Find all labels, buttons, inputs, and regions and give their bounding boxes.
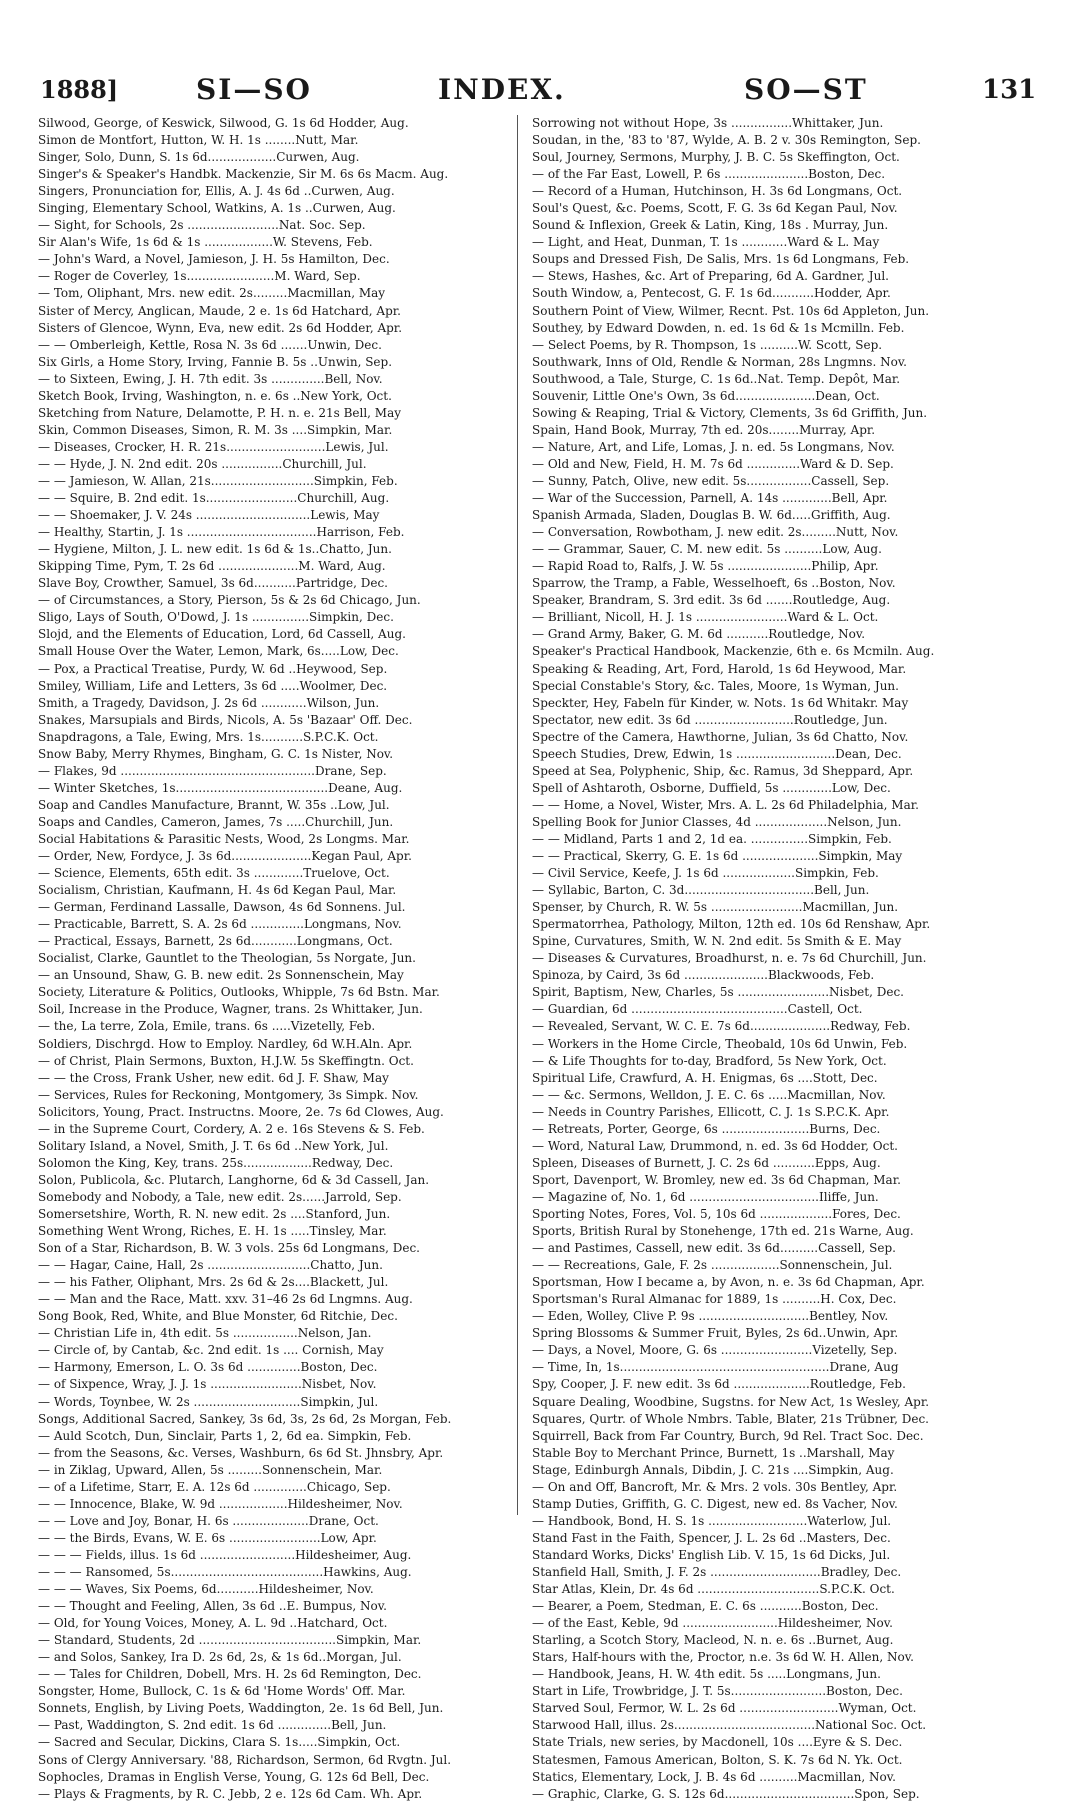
index-entry: — Services, Rules for Reckoning, Montgomery, 3s Simpk. Nov. (38, 1087, 419, 1102)
index-entry: Speech Studies, Drew, Edwin, 1s ..........................Dean, Dec. (532, 746, 902, 761)
index-entry: Solicitors, Young, Pract. Instructns. Moore, 2e. 7s 6d Clowes, Aug. (38, 1104, 444, 1119)
index-entry: Standard Works, Dicks' English Lib. V. 15, 1s 6d Dicks, Jul. (532, 1547, 891, 1562)
index-entry: — Sacred and Secular, Dickins, Clara S. 1s.....Simpkin, Oct. (38, 1735, 401, 1750)
header-year: 1888] (40, 75, 119, 104)
index-entry: — — Practical, Skerry, G. E. 1s 6d ....................Simpkin, May (532, 849, 903, 864)
index-entry: Singers, Pronunciation for, Ellis, A. J. 4s 6d ..Curwen, Aug. (38, 184, 395, 199)
index-entry: — On and Off, Bancroft, Mr. & Mrs. 2 vols. 30s Bentley, Apr. (532, 1479, 898, 1494)
index-entry: — Words, Toynbee, W. 2s ............................Simpkin, Jul. (38, 1394, 379, 1409)
index-entry: Snow Baby, Merry Rhymes, Bingham, G. C. 1s Nister, Nov. (38, 746, 394, 761)
index-entry: Start in Life, Trowbridge, J. T. 5s.........................Boston, Dec. (532, 1684, 903, 1699)
index-entry: Spleen, Diseases of Burnett, J. C. 2s 6d ...........Epps, Aug. (532, 1155, 881, 1170)
index-entry: Spine, Curvatures, Smith, W. N. 2nd edit. 5s Smith & E. May (532, 934, 902, 949)
right-index-column (532, 115, 1016, 1803)
page-header (0, 72, 1074, 108)
index-entry: — to Sixteen, Ewing, J. H. 7th edit. 3s ..............Bell, Nov. (38, 371, 383, 386)
index-entry: — in the Supreme Court, Cordery, A. 2 e. 16s Stevens & S. Feb. (38, 1121, 425, 1136)
index-entry: Soil, Increase in the Produce, Wagner, trans. 2s Whittaker, Jun. (38, 1002, 423, 1017)
index-entry: — — Innocence, Blake, W. 9d ..................Hildesheimer, Nov. (38, 1496, 403, 1511)
index-entry: — Conversation, Rowbotham, J. new edit. 2s.........Nutt, Nov. (532, 525, 899, 540)
index-entry: — — Recreations, Gale, F. 2s ..................Sonnenschein, Jul. (532, 1258, 893, 1273)
index-entry: Squares, Qurtr. of Whole Nmbrs. Table, Blater, 21s Trübner, Dec. (532, 1411, 929, 1426)
index-entry: — in Ziklag, Upward, Allen, 5s .........Sonnenschein, Mar. (38, 1462, 383, 1477)
index-entry: — Healthy, Startin, J. 1s ..................................Harrison, Feb. (38, 525, 405, 540)
index-entry: Spectre of the Camera, Hawthorne, Julian, 3s 6d Chatto, Nov. (532, 729, 909, 744)
index-entry: — — Squire, B. 2nd edit. 1s........................Churchill, Aug. (38, 491, 390, 506)
index-entry: — Record of a Human, Hutchinson, H. 3s 6d Longmans, Oct. (532, 184, 903, 199)
index-entry: — German, Ferdinand Lassalle, Dawson, 4s 6d Sonnens. Jul. (38, 900, 406, 915)
index-entry: — War of the Succession, Parnell, A. 14s .............Bell, Apr. (532, 491, 888, 506)
index-entry: — Retreats, Porter, George, 6s .......................Burns, Dec. (532, 1121, 881, 1136)
index-entry: South Window, a, Pentecost, G. F. 1s 6d...........Hodder, Apr. (532, 286, 891, 301)
index-entry: Square Dealing, Woodbine, Sugstns. for New Act, 1s Wesley, Apr. (532, 1394, 930, 1409)
index-entry: — and Solos, Sankey, Ira D. 2s 6d, 2s, & 1s 6d..Morgan, Jul. (38, 1650, 402, 1665)
index-entry: — Standard, Students, 2d ....................................Simpkin, Mar. (38, 1633, 422, 1648)
index-entry: — — Home, a Novel, Wister, Mrs. A. L. 2s 6d Philadelphia, Mar. (532, 797, 919, 812)
index-entry: — Revealed, Servant, W. C. E. 7s 6d.....................Redway, Feb. (532, 1019, 911, 1034)
index-entry: Sportsman's Rural Almanac for 1889, 1s ..........H. Cox, Dec. (532, 1292, 897, 1307)
index-entry: Snapdragons, a Tale, Ewing, Mrs. 1s...........S.P.C.K. Oct. (38, 729, 379, 744)
index-entry: — Brilliant, Nicoll, H. J. 1s ........................Ward & L. Oct. (532, 610, 879, 625)
index-entry: — Old, for Young Voices, Money, A. L. 9d ..Hatchard, Oct. (38, 1616, 388, 1631)
index-entry: — of Sixpence, Wray, J. J. 1s ........................Nisbet, Nov. (38, 1377, 377, 1392)
index-entry: Spanish Armada, Sladen, Douglas B. W. 6d.....Griffith, Aug. (532, 508, 891, 523)
index-entry: — Harmony, Emerson, L. O. 3s 6d ..............Boston, Dec. (38, 1360, 378, 1375)
index-entry: Slave Boy, Crowther, Samuel, 3s 6d...........Partridge, Dec. (38, 576, 388, 591)
index-entry: — Sight, for Schools, 2s ........................Nat. Soc. Sep. (38, 218, 366, 233)
index-entry: Spiritual Life, Crawfurd, A. H. Enigmas, 6s ....Stott, Dec. (532, 1070, 878, 1085)
index-entry: Special Constable's Story, &c. Tales, Moore, 1s Wyman, Jun. (532, 678, 899, 693)
index-entry: — Stews, Hashes, &c. Art of Preparing, 6d A. Gardner, Jul. (532, 269, 889, 284)
index-entry: Souvenir, Little One's Own, 3s 6d.....................Dean, Oct. (532, 388, 880, 403)
index-entry: Soul, Journey, Sermons, Murphy, J. B. C. 5s Skeffington, Oct. (532, 150, 900, 165)
index-entry: Simon de Montfort, Hutton, W. H. 1s ........Nutt, Mar. (38, 133, 359, 148)
index-entry: — Flakes, 9d ...................................................Drane, Sep. (38, 763, 387, 778)
index-entry: — John's Ward, a Novel, Jamieson, J. H. 5s Hamilton, Dec. (38, 252, 390, 267)
index-entry: — — Omberleigh, Kettle, Rosa N. 3s 6d .......Unwin, Dec. (38, 337, 382, 352)
index-entry: Spinoza, by Caird, 3s 6d ......................Blackwoods, Feb. (532, 968, 875, 983)
index-entry: — — Grammar, Sauer, C. M. new edit. 5s ..........Low, Aug. (532, 542, 882, 557)
index-entry: Stage, Edinburgh Annals, Dibdin, J. C. 21s ....Simpkin, Aug. (532, 1462, 894, 1477)
index-entry: Somebody and Nobody, a Tale, new edit. 2s......Jarrold, Sep. (38, 1189, 402, 1204)
index-entry: — — Love and Joy, Bonar, H. 6s ....................Drane, Oct. (38, 1513, 379, 1528)
index-entry: — Christian Life in, 4th edit. 5s .................Nelson, Jan. (38, 1326, 372, 1341)
index-entry: Singer's & Speaker's Handbk. Mackenzie, Sir M. 6s 6s Macm. Aug. (38, 167, 449, 182)
index-entry: — Needs in Country Parishes, Ellicott, C. J. 1s S.P.C.K. Apr. (532, 1104, 890, 1119)
index-entry: Six Girls, a Home Story, Irving, Fannie B. 5s ..Unwin, Sep. (38, 354, 393, 369)
index-entry: Sophocles, Dramas in English Verse, Young, G. 12s 6d Bell, Dec. (38, 1769, 430, 1784)
index-entry: Soaps and Candles, Cameron, James, 7s .....Churchill, Jun. (38, 814, 394, 829)
index-entry: — Nature, Art, and Life, Lomas, J. n. ed. 5s Longmans, Nov. (532, 439, 895, 454)
index-entry: Sport, Davenport, W. Bromley, new ed. 3s 6d Chapman, Mar. (532, 1172, 901, 1187)
index-entry: Soap and Candles Manufacture, Brannt, W. 35s ..Low, Jul. (38, 797, 390, 812)
index-entry: Spring Blossoms & Summer Fruit, Byles, 2s 6d..Unwin, Apr. (532, 1326, 899, 1341)
index-entry: — — Tales for Children, Dobell, Mrs. H. 2s 6d Remington, Dec. (38, 1667, 422, 1682)
index-entry: Spermatorrhea, Pathology, Milton, 12th ed. 10s 6d Renshaw, Apr. (532, 917, 931, 932)
index-entry: Speaker's Practical Handbook, Mackenzie, 6th e. 6s Mcmiln. Aug. (532, 644, 935, 659)
index-entry: — — Thought and Feeling, Allen, 3s 6d ..E. Bumpus, Nov. (38, 1599, 387, 1614)
index-entry: — — Jamieson, W. Allan, 21s...........................Simpkin, Feb. (38, 473, 398, 488)
index-entry: Speckter, Hey, Fabeln für Kinder, w. Nots. 1s 6d Whitakr. May (532, 695, 909, 710)
index-entry: — Winter Sketches, 1s........................................Deane, Aug. (38, 780, 403, 795)
index-entry: — Rapid Road to, Ralfs, J. W. 5s ......................Philip, Apr. (532, 559, 879, 574)
index-entry: Star Atlas, Klein, Dr. 4s 6d ................................S.P.C.K. Oct. (532, 1582, 895, 1597)
index-entry: — Grand Army, Baker, G. M. 6d ...........Routledge, Nov. (532, 627, 866, 642)
index-entry: — Word, Natural Law, Drummond, n. ed. 3s 6d Hodder, Oct. (532, 1138, 898, 1153)
index-entry: — Workers in the Home Circle, Theobald, 10s 6d Unwin, Feb. (532, 1036, 908, 1051)
index-entry: — — — Ransomed, 5s........................................Hawkins, Aug. (38, 1564, 412, 1579)
index-entry: — — &c. Sermons, Welldon, J. E. C. 6s .....Macmillan, Nov. (532, 1087, 886, 1102)
index-entry: Solitary Island, a Novel, Smith, J. T. 6s 6d ..New York, Jul. (38, 1138, 389, 1153)
index-entry: — of a Lifetime, Starr, E. A. 12s 6d ..............Chicago, Sep. (38, 1479, 391, 1494)
index-entry: — Auld Scotch, Dun, Sinclair, Parts 1, 2, 6d ea. Simpkin, Feb. (38, 1428, 412, 1443)
index-entry: Smith, a Tragedy, Davidson, J. 2s 6d ............Wilson, Jun. (38, 695, 380, 710)
index-entry: Starved Soul, Fermor, W. L. 2s 6d ..........................Wyman, Oct. (532, 1701, 917, 1716)
header-right-range: SO—ST (744, 73, 868, 106)
index-entry: Singer, Solo, Dunn, S. 1s 6d..................Curwen, Aug. (38, 150, 360, 165)
index-entry: Sons of Clergy Anniversary. '88, Richardson, Sermon, 6d Rvgtn. Jul. (38, 1752, 452, 1767)
index-entry: — Order, New, Fordyce, J. 3s 6d.....................Kegan Paul, Apr. (38, 849, 412, 864)
index-entry: — Syllabic, Barton, C. 3d..................................Bell, Jun. (532, 883, 870, 898)
index-entry: Southwood, a Tale, Sturge, C. 1s 6d..Nat. Temp. Depôt, Mar. (532, 371, 901, 386)
index-entry: — Bearer, a Poem, Stedman, E. C. 6s ...........Boston, Dec. (532, 1599, 879, 1614)
header-title: INDEX. (438, 73, 566, 106)
index-entry: — — — Fields, illus. 1s 6d .........................Hildesheimer, Aug. (38, 1547, 412, 1562)
index-entry: — Practicable, Barrett, S. A. 2s 6d ..............Longmans, Nov. (38, 917, 402, 932)
index-entry: — — Man and the Race, Matt. xxv. 31–46 2s 6d Lngmns. Aug. (38, 1292, 413, 1307)
index-entry: Sparrow, the Tramp, a Fable, Wesselhoeft, 6s ..Boston, Nov. (532, 576, 896, 591)
index-entry: — the, La terre, Zola, Emile, trans. 6s .....Vizetelly, Feb. (38, 1019, 376, 1034)
index-entry: Soudan, in the, '83 to '87, Wylde, A. B. 2 v. 30s Remington, Sep. (532, 133, 921, 148)
index-entry: Social Habitations & Parasitic Nests, Wood, 2s Longms. Mar. (38, 831, 410, 846)
index-entry: Spy, Cooper, J. F. new edit. 3s 6d ....................Routledge, Feb. (532, 1377, 906, 1392)
index-entry: — of Christ, Plain Sermons, Buxton, H.J.W. 5s Skeffingtn. Oct. (38, 1053, 414, 1068)
index-entry: Squirrell, Back from Far Country, Burch, 9d Rel. Tract Soc. Dec. (532, 1428, 924, 1443)
index-entry: Skin, Common Diseases, Simon, R. M. 3s ....Simpkin, Mar. (38, 422, 393, 437)
index-entry: Sonnets, English, by Living Poets, Waddington, 2e. 1s 6d Bell, Jun. (38, 1701, 444, 1716)
index-entry: — Circle of, by Cantab, &c. 2nd edit. 1s .... Cornish, May (38, 1343, 384, 1358)
index-entry: — — Midland, Parts 1 and 2, 1d ea. ...............Simpkin, Feb. (532, 831, 892, 846)
index-entry: — Civil Service, Keefe, J. 1s 6d ...................Simpkin, Feb. (532, 866, 879, 881)
index-entry: Somersetshire, Worth, R. N. new edit. 2s ....Stanford, Jun. (38, 1207, 391, 1221)
index-entry: Sound & Inflexion, Greek & Latin, King, 18s . Murray, Jun. (532, 218, 889, 233)
index-entry: Song Book, Red, White, and Blue Monster, 6d Ritchie, Dec. (38, 1309, 398, 1324)
index-entry: Spain, Hand Book, Murray, 7th ed. 20s........Murray, Apr. (532, 422, 876, 437)
index-entry: — Eden, Wolley, Clive P. 9s .............................Bentley, Nov. (532, 1309, 889, 1324)
index-entry: Solomon the King, Key, trans. 25s..................Redway, Dec. (38, 1155, 394, 1170)
index-entry: — — Hagar, Caine, Hall, 2s ...........................Chatto, Jun. (38, 1258, 383, 1273)
index-entry: — — the Cross, Frank Usher, new edit. 6d J. F. Shaw, May (38, 1070, 389, 1085)
index-entry: — Light, and Heat, Dunman, T. 1s ............Ward & L. May (532, 235, 880, 250)
index-entry: Songster, Home, Bullock, C. 1s & 6d 'Home Words' Off. Mar. (38, 1684, 406, 1699)
index-entry: Sporting Notes, Fores, Vol. 5, 10s 6d ...................Fores, Dec. (532, 1207, 901, 1221)
index-entry: — Plays & Fragments, by R. C. Jebb, 2 e. 12s 6d Cam. Wh. Apr. (38, 1786, 423, 1801)
index-entry: Spell of Ashtaroth, Osborne, Duffield, 5s .............Low, Dec. (532, 780, 891, 795)
index-entry: Sportsman, How I became a, by Avon, n. e. 3s 6d Chapman, Apr. (532, 1275, 925, 1290)
header-left-range: SI—SO (196, 73, 312, 106)
index-entry: — — Shoemaker, J. V. 24s ..............................Lewis, May (38, 508, 380, 523)
index-entry: — Guardian, 6d .........................................Castell, Oct. (532, 1002, 863, 1017)
index-entry: — Diseases, Crocker, H. R. 21s..........................Lewis, Jul. (38, 439, 389, 454)
index-entry: — — the Birds, Evans, W. E. 6s ........................Low, Apr. (38, 1530, 377, 1545)
index-entry: Socialist, Clarke, Gauntlet to the Theologian, 5s Norgate, Jun. (38, 951, 416, 966)
index-entry: Starling, a Scotch Story, Macleod, N. n. e. 6s ..Burnet, Aug. (532, 1633, 894, 1648)
index-entry: Spelling Book for Junior Classes, 4d ...................Nelson, Jun. (532, 814, 902, 829)
index-entry: Sketch Book, Irving, Washington, n. e. 6s ..New York, Oct. (38, 388, 392, 403)
index-entry: — & Life Thoughts for to-day, Bradford, 5s New York, Oct. (532, 1053, 887, 1068)
index-entry: — Magazine of, No. 1, 6d ..................................Iliffe, Jun. (532, 1189, 879, 1204)
index-entry: — Practical, Essays, Barnett, 2s 6d............Longmans, Oct. (38, 934, 393, 949)
index-entry: Spenser, by Church, R. W. 5s ........................Macmillan, Jun. (532, 900, 899, 915)
index-entry: Sketching from Nature, Delamotte, P. H. n. e. 21s Bell, May (38, 405, 402, 420)
index-entry: — Sunny, Patch, Olive, new edit. 5s.................Cassell, Sep. (532, 473, 890, 488)
index-entry: Silwood, George, of Keswick, Silwood, G. 1s 6d Hodder, Aug. (38, 116, 409, 130)
left-index-column (38, 115, 508, 1803)
index-entry: Stamp Duties, Griffith, G. C. Digest, new ed. 8s Vacher, Nov. (532, 1496, 898, 1511)
index-entry: — Days, a Novel, Moore, G. 6s ........................Vizetelly, Sep. (532, 1343, 898, 1358)
index-entry: Sligo, Lays of South, O'Dowd, J. 1s ...............Simpkin, Dec. (38, 610, 394, 625)
index-entry: Speaker, Brandram, S. 3rd edit. 3s 6d .......Routledge, Aug. (532, 593, 891, 608)
index-entry: Stable Boy to Merchant Prince, Burnett, 1s ..Marshall, May (532, 1445, 895, 1460)
index-entry: Speed at Sea, Polyphenic, Ship, &c. Ramus, 3d Sheppard, Apr. (532, 763, 914, 778)
index-entry: Southey, by Edward Dowden, n. ed. 1s 6d & 1s Mcmilln. Feb. (532, 320, 905, 335)
index-entry: — from the Seasons, &c. Verses, Washburn, 6s 6d St. Jhnsbry, Apr. (38, 1445, 444, 1460)
index-entry: Speaking & Reading, Art, Ford, Harold, 1s 6d Heywood, Mar. (532, 661, 907, 676)
index-entry: Sports, British Rural by Stonehenge, 17th ed. 21s Warne, Aug. (532, 1224, 914, 1239)
index-entry: Something Went Wrong, Riches, E. H. 1s .....Tinsley, Mar. (38, 1224, 387, 1239)
index-entry: — Time, In, 1s.......................................................Drane, Aug (532, 1360, 899, 1375)
index-entry: State Trials, new series, by Macdonell, 10s ....Eyre & S. Dec. (532, 1735, 903, 1750)
index-entry: Singing, Elementary School, Watkins, A. 1s ..Curwen, Aug. (38, 201, 396, 216)
index-entry: — Handbook, Jeans, H. W. 4th edit. 5s .....Longmans, Jun. (532, 1667, 881, 1682)
index-entry: Soldiers, Dischrgd. How to Employ. Nardley, 6d W.H.Aln. Apr. (38, 1036, 413, 1051)
index-entry: — — his Father, Oliphant, Mrs. 2s 6d & 2s....Blackett, Jul. (38, 1275, 389, 1290)
column-divider (517, 115, 518, 1515)
index-entry: Slojd, and the Elements of Education, Lord, 6d Cassell, Aug. (38, 627, 406, 642)
index-entry: Stars, Half-hours with the, Proctor, n.e. 3s 6d W. H. Allen, Nov. (532, 1650, 914, 1665)
index-entry: — of the Far East, Lowell, P. 6s ......................Boston, Dec. (532, 167, 886, 182)
index-entry: — Pox, a Practical Treatise, Purdy, W. 6d ..Heywood, Sep. (38, 661, 388, 676)
page-number: 131 (982, 75, 1037, 105)
index-entry: Starwood Hall, illus. 2s.....................................National Soc. Oct. (532, 1718, 927, 1733)
index-entry: — Handbook, Bond, H. S. 1s ..........................Waterlow, Jul. (532, 1513, 892, 1528)
index-entry: Sisters of Glencoe, Wynn, Eva, new edit. 2s 6d Hodder, Apr. (38, 320, 403, 335)
index-entry: — Tom, Oliphant, Mrs. new edit. 2s.........Macmillan, May (38, 286, 386, 301)
index-entry: — of Circumstances, a Story, Pierson, 5s & 2s 6d Chicago, Jun. (38, 593, 421, 608)
index-entry: Sowing & Reaping, Trial & Victory, Clements, 3s 6d Griffith, Jun. (532, 405, 928, 420)
index-entry: — — Hyde, J. N. 2nd edit. 20s ................Churchill, Jul. (38, 456, 367, 471)
index-entry: Statics, Elementary, Lock, J. B. 4s 6d ..........Macmillan, Nov. (532, 1769, 896, 1784)
index-entry: Snakes, Marsupials and Birds, Nicols, A. 5s 'Bazaar' Off. Dec. (38, 712, 413, 727)
index-entry: Statesmen, Famous American, Bolton, S. K. 7s 6d N. Yk. Oct. (532, 1752, 903, 1767)
index-entry: Spectator, new edit. 3s 6d ..........................Routledge, Jun. (532, 712, 888, 727)
index-entry: — Science, Elements, 65th edit. 3s .............Truelove, Oct. (38, 866, 390, 881)
index-entry: Socialism, Christian, Kaufmann, H. 4s 6d Kegan Paul, Mar. (38, 883, 397, 898)
index-entry: Stand Fast in the Faith, Spencer, J. L. 2s 6d ..Masters, Dec. (532, 1530, 891, 1545)
index-entry: — — — Waves, Six Poems, 6d...........Hildesheimer, Nov. (38, 1582, 374, 1597)
index-entry: Smiley, William, Life and Letters, 3s 6d .....Woolmer, Dec. (38, 678, 388, 693)
index-entry: — Graphic, Clarke, G. S. 12s 6d..................................Spon, Sep. (532, 1786, 920, 1801)
index-entry: Skipping Time, Pym, T. 2s 6d .....................M. Ward, Aug. (38, 559, 386, 574)
index-entry: Stanfield Hall, Smith, J. F. 2s .............................Bradley, Dec. (532, 1564, 902, 1579)
index-entry: Southwark, Inns of Old, Rendle & Norman, 28s Lngmns. Nov. (532, 354, 907, 369)
index-entry: Solon, Publicola, &c. Plutarch, Langhorne, 6d & 3d Cassell, Jan. (38, 1172, 430, 1187)
index-entry: — an Unsound, Shaw, G. B. new edit. 2s Sonnenschein, May (38, 968, 404, 983)
index-entry: Son of a Star, Richardson, B. W. 3 vols. 25s 6d Longmans, Dec. (38, 1241, 420, 1256)
index-entry: Soul's Quest, &c. Poems, Scott, F. G. 3s 6d Kegan Paul, Nov. (532, 201, 898, 216)
index-entry: — Roger de Coverley, 1s.......................M. Ward, Sep. (38, 269, 361, 284)
index-entry: Southern Point of View, Wilmer, Recnt. Pst. 10s 6d Appleton, Jun. (532, 303, 930, 318)
index-entry: — Diseases & Curvatures, Broadhurst, n. e. 7s 6d Churchill, Jun. (532, 951, 927, 966)
index-entry: Sister of Mercy, Anglican, Maude, 2 e. 1s 6d Hatchard, Apr. (38, 303, 401, 318)
index-entry: Spirit, Baptism, New, Charles, 5s ........................Nisbet, Dec. (532, 985, 904, 1000)
index-entry: Small House Over the Water, Lemon, Mark, 6s.....Low, Dec. (38, 644, 399, 659)
index-entry: — Past, Waddington, S. 2nd edit. 1s 6d ..............Bell, Jun. (38, 1718, 387, 1733)
index-entry: — Old and New, Field, H. M. 7s 6d ..............Ward & D. Sep. (532, 456, 894, 471)
index-entry: — and Pastimes, Cassell, new edit. 3s 6d..........Cassell, Sep. (532, 1241, 896, 1256)
index-entry: — Hygiene, Milton, J. L. new edit. 1s 6d & 1s..Chatto, Jun. (38, 542, 392, 557)
index-entry: — Select Poems, by R. Thompson, 1s ..........W. Scott, Sep. (532, 337, 883, 352)
index-entry: — of the East, Keble, 9d .........................Hildesheimer, Nov. (532, 1616, 893, 1631)
index-entry: Sir Alan's Wife, 1s 6d & 1s ..................W. Stevens, Feb. (38, 235, 373, 250)
index-entry: Soups and Dressed Fish, De Salis, Mrs. 1s 6d Longmans, Feb. (532, 252, 910, 267)
index-entry: Songs, Additional Sacred, Sankey, 3s 6d, 3s, 2s 6d, 2s Morgan, Feb. (38, 1411, 452, 1426)
index-entry: Sorrowing not without Hope, 3s ................Whittaker, Jun. (532, 116, 884, 130)
index-entry: Society, Literature & Politics, Outlooks, Whipple, 7s 6d Bstn. Mar. (38, 985, 440, 1000)
